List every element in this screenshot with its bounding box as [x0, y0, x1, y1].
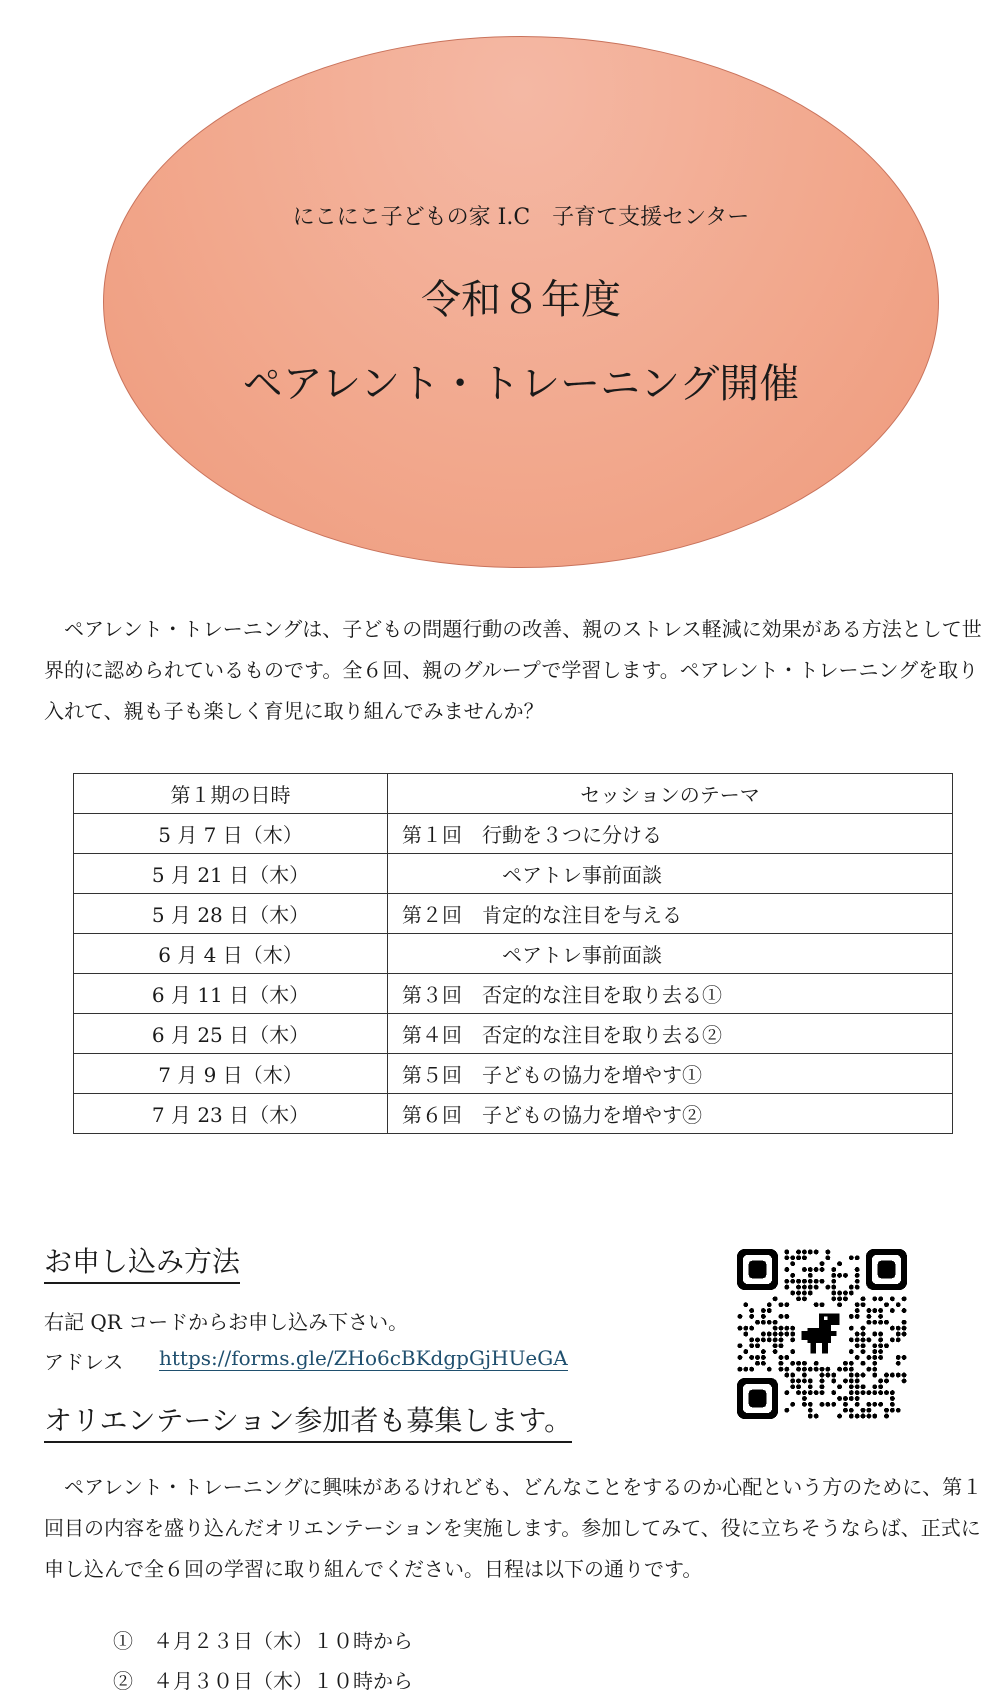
table-row	[74, 894, 953, 934]
session-date: 6 月 4 日（木）	[74, 934, 388, 974]
title-year: 令和８年度	[421, 277, 621, 323]
table-header-row	[74, 774, 953, 814]
column-header-theme: セッションのテーマ	[388, 774, 953, 814]
session-date: 5 月 28 日（木）	[74, 894, 388, 934]
schedule-table	[73, 773, 953, 1134]
page-title: ペアレント・トレーニング開催	[242, 361, 800, 407]
session-theme: 第３回 否定的な注目を取り去る①	[388, 974, 953, 1014]
table-row	[74, 814, 953, 854]
session-date: 5 月 21 日（木）	[74, 854, 388, 894]
application-form-link[interactable]: https://forms.gle/ZHo6cBKdgpGjHUeGA	[159, 1346, 568, 1370]
intro-paragraph: ペアレント・トレーニングは、子どもの問題行動の改善、親のストレス軽減に効果がある方法として世界的に認められているものです。全６回、親のグループで学習します。ペアレント・トレーニングを取り入れて、親も子も楽しく育児に取り組んでみませんか？	[44, 617, 982, 723]
session-theme: 第６回 子どもの協力を増やす②	[388, 1094, 953, 1134]
session-theme: 第２回 肯定的な注目を与える	[388, 894, 953, 934]
session-date: 6 月 11 日（木）	[74, 974, 388, 1014]
address-label: アドレス	[44, 1350, 124, 1374]
session-date: 7 月 23 日（木）	[74, 1094, 388, 1134]
session-theme: 第４回 否定的な注目を取り去る②	[388, 1014, 953, 1054]
qr-code-icon[interactable]	[737, 1249, 907, 1419]
orientation-description: ペアレント・トレーニングに興味があるけれども、どんなことをするのか心配という方のために、第１回目の内容を盛り込んだオリエンテーションを実施します。参加してみて、役に立ちそうならば、正式に申し込んで全６回の学習に取り組んでください。日程は以下の通りです。	[44, 1475, 983, 1581]
session-theme: 第１回 行動を３つに分ける	[388, 814, 953, 854]
orientation-heading: オリエンテーション参加者も募集します。	[44, 1399, 572, 1443]
organization-name: にこにこ子どもの家 I.C 子育て支援センター	[292, 205, 750, 230]
orientation-date-2: ② ４月３０日（木）１０時から	[113, 1669, 413, 1693]
table-row	[74, 854, 953, 894]
table-row	[74, 1094, 953, 1134]
session-theme: ペアトレ事前面談	[388, 934, 953, 974]
session-theme: 第５回 子どもの協力を増やす①	[388, 1054, 953, 1094]
column-header-date: 第１期の日時	[74, 774, 388, 814]
table-row	[74, 974, 953, 1014]
session-date: 7 月 9 日（木）	[74, 1054, 388, 1094]
table-row	[74, 1014, 953, 1054]
apply-heading: お申し込み方法	[44, 1240, 240, 1284]
session-date: 5 月 7 日（木）	[74, 814, 388, 854]
orientation-date-1: ① ４月２３日（木）１０時から	[113, 1629, 413, 1653]
apply-instructions: 右記 QR コードからお申し込み下さい。	[44, 1310, 409, 1334]
session-date: 6 月 25 日（木）	[74, 1014, 388, 1054]
session-theme: ペアトレ事前面談	[388, 854, 953, 894]
table-row	[74, 1054, 953, 1094]
dinosaur-icon	[799, 1311, 846, 1358]
table-row	[74, 934, 953, 974]
